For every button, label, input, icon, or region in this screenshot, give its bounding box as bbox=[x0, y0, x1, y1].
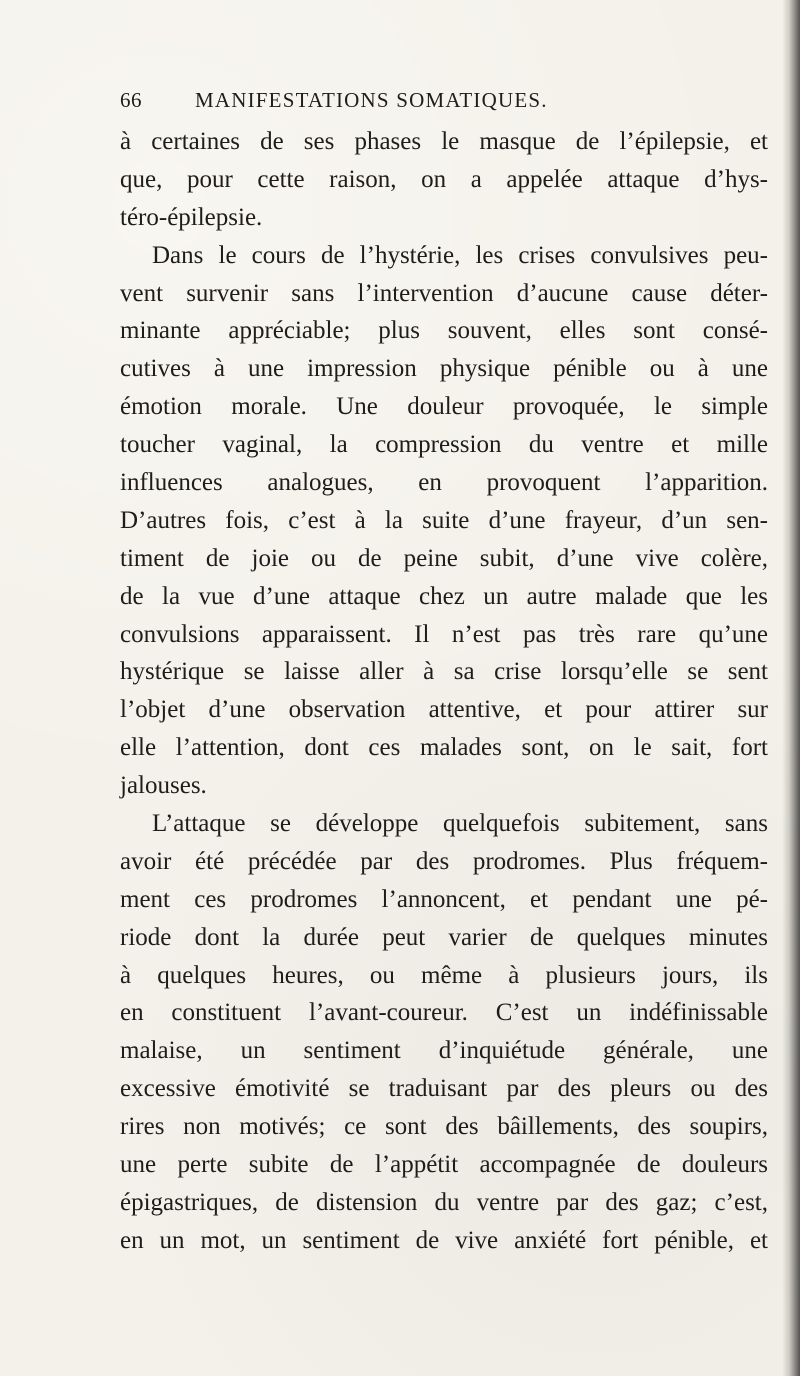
text-line: elle l’attention, dont ces malades sont, on le sait, fort bbox=[120, 734, 768, 762]
text-line: D’autres fois, c’est à la suite d’une frayeur, d’un sen- bbox=[120, 506, 768, 534]
text-line: minante appréciable; plus souvent, elles sont consé- bbox=[120, 317, 768, 345]
text-line: hystérique se laisse aller à sa crise lorsqu’elle se sent bbox=[120, 658, 768, 686]
text-line: que, pour cette raison, on a appelée attaque d’hys- bbox=[120, 165, 768, 193]
text-line: Dans le cours de l’hystérie, les crises convulsives peu- bbox=[152, 241, 768, 269]
text-line: épigastriques, de distension du ventre par des gaz; c’est, bbox=[120, 1188, 768, 1216]
text-line: en constituent l’avant-coureur. C’est un indéfinissable bbox=[120, 999, 768, 1027]
text-line: téro-épilepsie. bbox=[120, 203, 263, 231]
page-number: 66 bbox=[120, 88, 142, 112]
text-line: excessive émotivité se traduisant par des pleurs ou des bbox=[120, 1075, 768, 1103]
text-line: vent survenir sans l’intervention d’aucune cause déter- bbox=[120, 279, 768, 307]
text-line: avoir été précédée par des prodromes. Plus fréquem- bbox=[120, 847, 768, 875]
text-line: de la vue d’une attaque chez un autre malade que les bbox=[120, 582, 768, 610]
text-line: émotion morale. Une douleur provoquée, le simple bbox=[120, 393, 768, 421]
text-line: jalouses. bbox=[120, 772, 207, 800]
page-header bbox=[120, 88, 740, 120]
text-line: convulsions apparaissent. Il n’est pas très rare qu’une bbox=[120, 620, 768, 648]
text-line: une perte subite de l’appétit accompagnée de douleurs bbox=[120, 1151, 768, 1179]
text-line: malaise, un sentiment d’inquiétude générale, une bbox=[120, 1037, 768, 1065]
text-line: L’attaque se développe quelquefois subitement, sans bbox=[152, 810, 768, 838]
text-line: en un mot, un sentiment de vive anxiété fort pénible, et bbox=[120, 1226, 768, 1254]
page-edge-shadow bbox=[782, 0, 800, 1376]
text-line: cutives à une impression physique pénible ou à une bbox=[120, 355, 768, 383]
text-line: à certaines de ses phases le masque de l’épilepsie, et bbox=[120, 128, 768, 155]
running-head: MANIFESTATIONS SOMATIQUES. bbox=[195, 88, 548, 112]
text-line: l’objet d’une observation attentive, et pour attirer sur bbox=[120, 696, 768, 724]
text-line: toucher vaginal, la compression du ventre et mille bbox=[120, 431, 768, 459]
text-line: timent de joie ou de peine subit, d’une vive colère, bbox=[120, 544, 768, 572]
text-line: à quelques heures, ou même à plusieurs jours, ils bbox=[120, 961, 768, 989]
text-line: rires non motivés; ce sont des bâillements, des soupirs, bbox=[120, 1113, 768, 1141]
text-line: ment ces prodromes l’annoncent, et pendant une pé- bbox=[120, 885, 768, 913]
body-text bbox=[120, 123, 768, 1260]
text-line: influences analogues, en provoquent l’apparition. bbox=[120, 469, 768, 497]
text-line: riode dont la durée peut varier de quelques minutes bbox=[120, 923, 768, 951]
